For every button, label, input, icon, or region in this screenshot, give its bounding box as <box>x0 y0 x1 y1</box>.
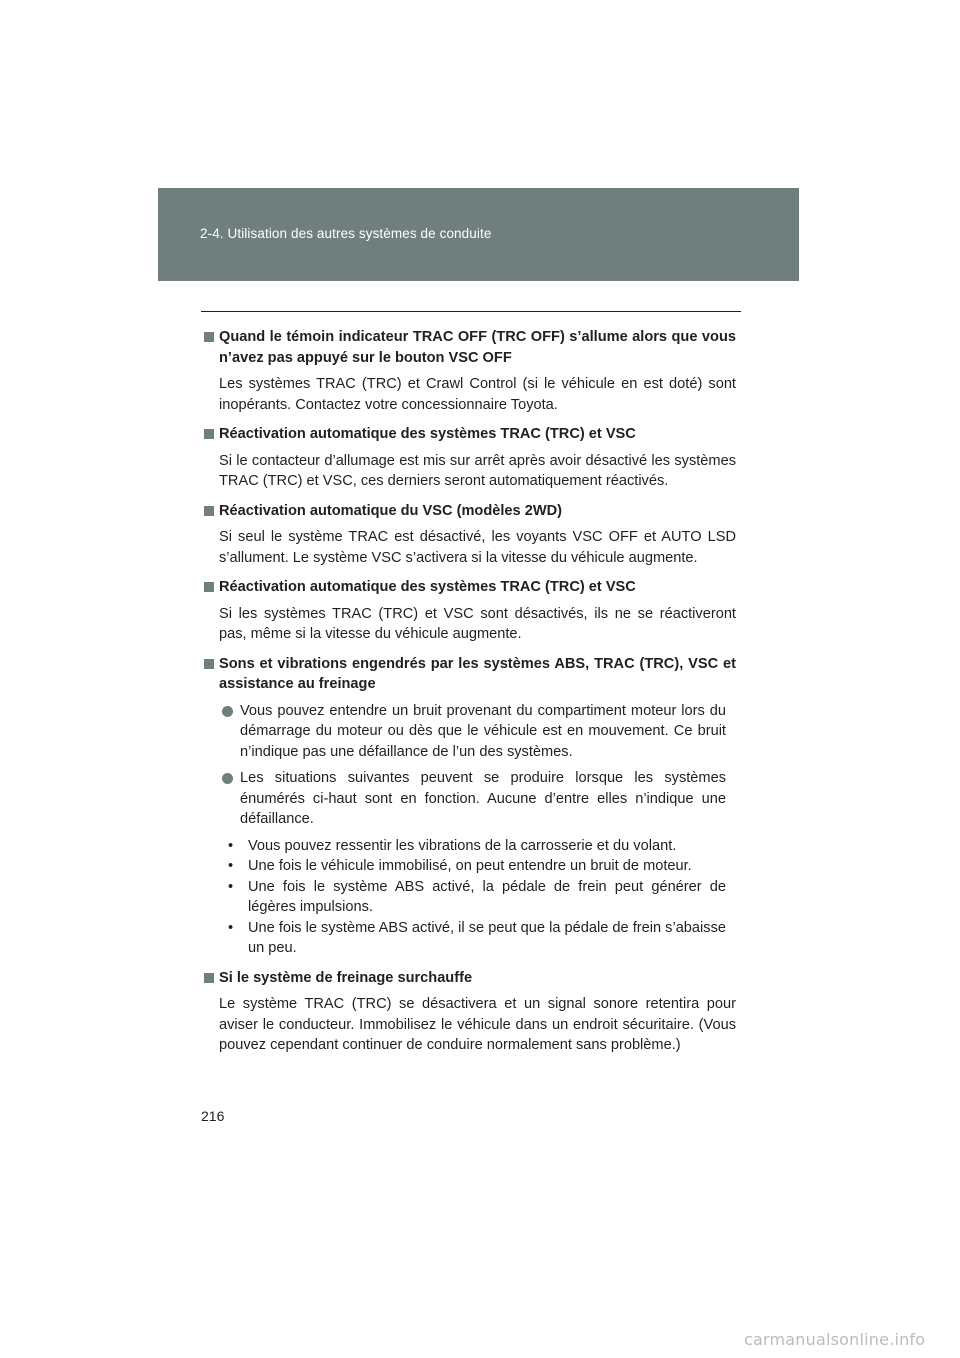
section-title <box>204 968 736 989</box>
section <box>204 577 736 645</box>
section-title <box>204 577 736 598</box>
section <box>204 501 736 569</box>
section-title-text: Réactivation automatique des systèmes TRAC (TRC) et VSC <box>219 426 636 442</box>
bullet-text: Vous pouvez entendre un bruit provenant du compartiment moteur lors du démarrage du moteur ou dès que le véhicule est en mouvement. Ce bruit n’indique pas une défaillance de l’un des systèmes. <box>240 702 726 760</box>
sub-list-text: Une fois le véhicule immobilisé, on peut entendre un bruit de moteur. <box>248 858 692 874</box>
sub-list-text: Vous pouvez ressentir les vibrations de la carrosserie et du volant. <box>248 837 677 854</box>
sub-list-marker: • <box>228 858 234 874</box>
page-content <box>204 327 736 1065</box>
section-body: Si seul le système TRAC est désactivé, les voyants VSC OFF et AUTO LSD s’allument. Le système VSC s’activera si la vitesse du véhicule augmente. <box>219 529 736 566</box>
bullet-text: Les situations suivantes peuvent se produire lorsque les systèmes énumérés ci-haut sont en fonction. Aucune d’entre elles n’indique une défaillance. <box>240 770 726 827</box>
section-title-text: Quand le témoin indicateur TRAC OFF (TRC OFF) s’allume alors que vous n’avez pas appuyé sur le bouton VSC OFF <box>219 329 736 366</box>
sub-list-marker: • <box>228 919 234 936</box>
sub-list <box>204 836 736 959</box>
sub-list-item <box>204 836 736 857</box>
square-bullet-icon <box>204 332 214 342</box>
section-body: Le système TRAC (TRC) se désactivera et un signal sonore retentira pour aviser le conducteur. Immobilisez le véhicule dans un endroit sécuritaire. (Vous pouvez cependant continuer de conduire normalement sans problème.) <box>219 996 736 1053</box>
square-bullet-icon <box>204 659 214 669</box>
sub-list-item <box>204 877 736 918</box>
round-bullet-icon <box>222 706 233 717</box>
chapter-header-band <box>158 188 799 281</box>
section <box>204 654 736 959</box>
section-title <box>204 424 736 445</box>
sub-list-item <box>204 856 736 877</box>
section-title <box>204 654 736 695</box>
chapter-title: 2-4. Utilisation des autres systèmes de conduite <box>200 226 492 241</box>
section <box>204 968 736 1056</box>
sub-list-marker: • <box>228 837 234 854</box>
section-title <box>204 501 736 522</box>
bullet-item <box>204 768 736 830</box>
section-body: Si le contacteur d’allumage est mis sur arrêt après avoir désactivé les systèmes TRAC (TRC) et VSC, ces derniers seront automatiquement réactivés. <box>219 452 736 489</box>
sub-list-marker: • <box>228 878 234 895</box>
square-bullet-icon <box>204 582 214 592</box>
section-title-text: Sons et vibrations engendrés par les systèmes ABS, TRAC (TRC), VSC et assistance au freinage <box>219 655 736 692</box>
sub-list-item <box>204 918 736 959</box>
sub-list-text: Une fois le système ABS activé, la pédale de frein peut générer de légères impulsions. <box>248 878 726 915</box>
section-body: Les systèmes TRAC (TRC) et Crawl Control (si le véhicule en est doté) sont inopérants. Contactez votre concessionnaire Toyota. <box>219 376 736 413</box>
square-bullet-icon <box>204 973 214 983</box>
square-bullet-icon <box>204 506 214 516</box>
section <box>204 424 736 492</box>
divider-rule <box>201 311 741 312</box>
round-bullet-icon <box>222 773 233 784</box>
section-title-text: Si le système de freinage surchauffe <box>219 969 473 986</box>
section-title-text: Réactivation automatique des systèmes TRAC (TRC) et VSC <box>219 579 636 595</box>
page-number: 216 <box>201 1108 225 1124</box>
bullet-item <box>204 701 736 763</box>
watermark-text[interactable]: carmanualsonline.info <box>744 1330 926 1349</box>
square-bullet-icon <box>204 429 214 439</box>
section <box>204 327 736 415</box>
section-title-text: Réactivation automatique du VSC (modèles 2WD) <box>219 502 563 519</box>
section-body: Si les systèmes TRAC (TRC) et VSC sont désactivés, ils ne se réactiveront pas, même si la vitesse du véhicule augmente. <box>219 605 736 642</box>
sub-list-text: Une fois le système ABS activé, il se peut que la pédale de frein s’abaisse un peu. <box>248 919 726 956</box>
section-title <box>204 327 736 368</box>
